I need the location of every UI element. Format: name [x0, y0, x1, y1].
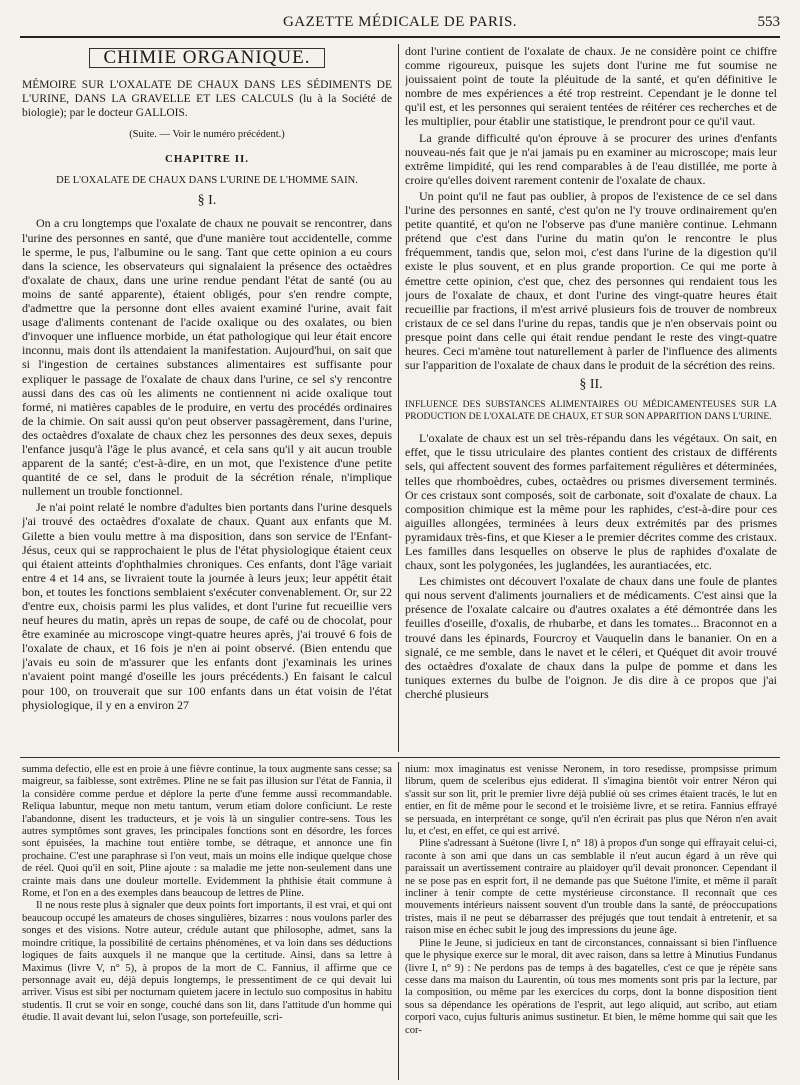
- suite-note: (Suite. — Voir le numéro précédent.): [129, 129, 285, 141]
- section-mark-2: § II.: [579, 377, 603, 393]
- chapter-heading: CHAPITRE II.: [164, 153, 250, 166]
- paragraph: La grande difficulté qu'on éprouve à se procurer des urines d'enfants nouveau-nés fait que je n'ai jamais pu en examiner au microscope; mais leur extrême limpidité, qui les rend comparables à de l'eau distillée, me porte à croire qu'elles doivent rarement contenir de l'oxalate de chaux.: [405, 130, 777, 187]
- paragraph: summa defectio, elle est en proie à une fièvre continue, la toux augmente sans cesse; sa maigreur, sa faiblesse, sont extrêmes. Pline ne se fait pas illusion sur l'état de Fannia, il la considère comme perdue et déplore la perte d'une femme aussi recommandable. Reliqua labuntur, meque non metu tantum, verum etiam dolore conficiunt. Le reste l'abandonne, disent les traducteurs, et je vois là un singulier contre-sens. Tous les autres symptômes sont graves, les principales fonctions sont en désordre, les forces sont épuisées, la machine tout entière tombe, se détraque, et annonce une fin prochaine. C'est une paraphrase si l'on veut, mais un moins elle indique quelque chose de réel. Quoi qu'il en soit, Pline ajoute : sa maladie me jette non-seulement dans une crainte mais dans une douleur mortelle. Evidemment la phthisie était commune à Rome, et l'on en a des exemples dans beaucoup de lettres de Pline.: [22, 764, 392, 900]
- right-column: [405, 44, 777, 752]
- paragraph: L'oxalate de chaux est un sel très-répandu dans les végétaux. On sait, en effet, que le tissu utriculaire des plantes contient des cristaux de différents sels, qui affectent souvent des formes parfaitement régulières et déterminées, telles que rhomboèdres, cubes, octaèdres ou prismes diversement terminés. Or ces cristaux sont composés, soit de carbonate, soit d'oxalate de chaux. La composition chimique est la même pour les raphides, c'est-à-dire pour ces aiguilles allongées, terminées à leurs deux extrémités par des prismes pyramidaux très-fins, et que Kieser a le premier décrites comme des cristaux. Les familles dans lesquelles on observe le plus de raphides d'oxalate de chaux, sont les polygonées, les juglandées, les aurantiacées, etc.: [405, 431, 777, 573]
- paragraph: Les chimistes ont découvert l'oxalate de chaux dans une foule de plantes qui nous servent d'aliments journaliers et de médicaments. C'est ainsi que la présence de l'oxalate calcaire ou d'autres oxalates a été démontrée dans les feuilles d'oseille, d'oxalis, de rhubarbe, et dans les tomates... Braconnot en a trouvé dans les épinards, Fourcroy et Vauquelin dans le bananier. On en a signalé, ce me semble, dans le navet et le céleri, et Quéquet dit avoir trouvé des octaèdres d'oxalate de chaux dans la pulpe de pomme et dans les tuniques externes du bulbe de l'oignon. Je dis dire à ce propos que j'ai cherché plusieurs: [405, 574, 777, 701]
- paragraph: Il ne nous reste plus à signaler que deux points fort importants, il est vrai, et qui ont beaucoup occupé les amateurs de choses singulières, bizarres : nous voulons parler des songes et des visions. Notre auteur, crédule autant que philosophe, admet, sans la moindre critique, la possibilité de certains phénomènes, et va loin dans ses déductions logiques de faits auxquels il ne manque que la certitude. Ainsi, dans sa lettre à Maximus (livre V, n° 5), à propos de la mort de C. Fannius, il affirme que ce personnage avait eu, déjà depuis longtemps, le pressentiment de ce qui devait lui arriver. Visus est sibi per nocturnam quietem jacere in lectulo suo compositus in habitu studentis. Il crut se voir en songe, couché dans son lit, dans l'attitude d'un homme qui étudie. Il avait devant lui, selon l'usage, son portefeuille, scri-: [22, 900, 392, 1024]
- journal-title: GAZETTE MÉDICALE DE PARIS.: [282, 14, 518, 30]
- paragraph: dont l'urine contient de l'oxalate de chaux. Je ne considère point ce chiffre comme rigoureux, puisque les sujets dont l'urine me fut soumise ne jouissaient point de toute la pléuitude de la santé, et qu'en définitive le nombre de mes expériences a été trop restreint. Cependant je le donne tel qu'il est, et les personnes qui seraient tentées de réitérer ces recherches et de les multiplier, pour établir une statistique, le prendront pour ce qu'il vaut.: [405, 44, 777, 129]
- paragraph: Je n'ai point relaté le nombre d'adultes bien portants dans l'urine desquels j'ai trouvé des octaèdres d'oxalate de chaux. Quant aux enfants que M. Gilette a bien voulu mettre à ma disposition, dans son service de l'Enfant-Jésus, ceux qui se rapprochaient le plus de l'état physiologique étaient ceux qui étaient atteints d'ophthalmies chroniques. Ces enfants, dont l'âge variait entre 4 et 14 ans, se livraient toute la journée à leurs jeux; leur appétit était bon, et toutes les fonctions semblaient s'exécuter convenablement. Or, sur 22 d'entre eux, choisis parmi les plus valides, et dont l'urine fut recueillie vers neuf heures du matin, après un repas de soupe, de café ou de chocolat, pour être examinée au microscope vingt-quatre heures après, j'ai trouvé 6 fois de l'oxalate de chaux, et 16 fois je n'en ai point observé. (Bien entendu que j'avais eu soin de m'assurer que les enfants dont j'examinais les urines n'avaient point mangé d'oseille les jours précédents.) En faisant le calcul pour 100, on trouverait que sur 100 enfants dans un état voisin de l'état physiologique, il y en a environ 27: [22, 500, 392, 712]
- paragraph: nium: mox imaginatus est venisse Neronem, in toro resedisse, prompsisse primum librum, quem de sceleribus ejus ediderat. Il s'imagina bientôt voir entrer Néron qui s'assit sur son lit, prit le premier livre déjà publié où ses crimes étaient tracés, le lut en entier, en fit de même pour le second et le troisième livre, et se retira. Fannius effrayé se persuada, en interprétant ce songe, qu'il n'en écrirait pas plus que Néron n'en avait lu, et c'est, en effet, ce qui est arrivé.: [405, 764, 777, 838]
- paragraph: Pline s'adressant à Suétone (livre I, n° 18) à propos d'un songe qui effrayait celui-ci, raconte à son ami que dans un cas semblable il n'eut aucun égard à un rêve qui paraissait un avertissement contraire au plaidoyer qu'il devait prononcer. Cependant il ne se pose pas en esprit fort, il ne demande pas que Suétone l'imite, et même il paraît incliner à tenir compte de cette mystérieuse circonstance. Il reconnaît que ces mouvements intérieurs naissent souvent d'un trouble dans la santé, de préoccupations tristes, mais il ne peut se débarrasser des préjugés que tout tendait à entretenir, et sa raison mise en échec subit le joug des impressions du jeune âge.: [405, 838, 777, 937]
- section-mark-1: § I.: [197, 193, 217, 209]
- paragraph: Pline le Jeune, si judicieux en tant de circonstances, connaissant si bien l'influence que le physique exerce sur le moral, dit avec raison, dans sa lettre à Minutius Fundanus (livre I, n° 9) : Ne perdons pas de temps à des bagatelles, c'est ce que je répète sans cesse dans ma maison du Laurentin, où tous mes moments sont pris par la lecture, par la composition, ou même par les exercices du corps, dont la bonne disposition tient sous sa dépendance les opérations de l'esprit, aut lego aliquid, aut scribo, aut etiam corpori vaco, cujus fulturis animus sustinetur. Et bien, le même homme qui sait que les cor-: [405, 937, 777, 1036]
- feuilleton-right-column: [405, 764, 777, 1082]
- chapter-subtitle: DE L'OXALATE DE CHAUX DANS L'URINE DE L'HOMME SAIN.: [56, 175, 358, 187]
- paragraph: On a cru longtemps que l'oxalate de chaux ne pouvait se rencontrer, dans l'urine des personnes en santé, que d'une manière tout accidentelle, comme le sperme, le pus, l'albumine ou le sang. Tant que cette opinion a eu cours dans la science, les observateurs qui signalaient la présence des octaèdres d'oxalate de chaux, dans une urine rendue pendant l'état de santé (ou au moins de santé apparente), étaient obligés, pour s'en rendre compte, d'admettre que la personne dont elles avaient examiné l'urine, avait fait usage d'aliments contenant de l'acide oxalique ou des oxalates, ou bien d'invoquer une influence morbide, un état pathologique qui leur était encore inconnu, mais dont ils attendaient la manifestation. Aujourd'hui, on sait que si l'ingestion de certaines substances alimentaires est suffisante pour expliquer le passage de l'oxalate de chaux dans l'urine, ce sel s'y rencontre aussi dans des cas où les aliments ne contiennent ni acide oxalique tout formé, ni matières capables de le produire, en vertu des procédés ordinaires de la chimie. On sait aussi qu'on peut observer passagèrement, dans l'urine, des octaèdres d'oxalate de chaux chez les personnes des deux sexes, depuis l'enfance jusqu'à l'âge le plus avancé, et cela sans qu'il y ait aucun trouble apparent de la santé; c'est-à-dire, en un mot, que l'existence d'une petite quantité de ce sel, dans le produit de la sécrétion rénale, n'implique nullement un trouble fonctionnel.: [22, 216, 392, 499]
- paragraph: Un point qu'il ne faut pas oublier, à propos de l'existence de ce sel dans l'urine des personnes en santé, c'est qu'on ne l'y trouve ordinairement qu'en petite quantité, et qu'on ne l'observe pas d'une manière continue. Lehmann prétend que c'est dans l'urine du matin qu'on le rencontre le plus fréquemment, tandis que, selon moi, c'est dans l'urine de la digestion qu'il existe le plus souvent, et en plus grande proportion. Ce qui me porte à émettre cette opinion, c'est que, chez des personnes qui rendaient tous les jours de l'oxalate de chaux, et dont l'urine des vingt-quatre heures était recueillie par fractions, il m'est arrivé plusieurs fois de trouver de nombreux cristaux de ce sel dans l'urine du repas, tandis que je n'en observais point ou presque point dans celle qui était rendue pendant le reste des vingt-quatre heures. Ceci m'amène tout naturellement à parler de l'influence des aliments sur l'apparition de l'oxalate de chaux dans le produit de la sécrétion des reins.: [405, 188, 777, 373]
- page-number: 553: [757, 14, 780, 30]
- column-divider: [398, 44, 399, 752]
- footer-column-divider: [398, 762, 399, 1080]
- memoire-heading: MÉMOIRE SUR L'OXALATE DE CHAUX DANS LES SÉDIMENTS DE L'URINE, DANS LA GRAVELLE ET LES CALCULS (lu à la Société de biologie); par le docteur GALLOIS.: [22, 79, 392, 120]
- section-title: CHIMIE ORGANIQUE.: [89, 48, 326, 68]
- feuilleton-rule: [20, 757, 780, 758]
- influence-heading: INFLUENCE DES SUBSTANCES ALIMENTAIRES OU MÉDICAMENTEUSES SUR LA PRODUCTION DE L'OXALATE DE CHAUX, ET SUR SON APPARITION DANS L'URINE.: [405, 400, 777, 422]
- page-header: [20, 14, 780, 40]
- left-column: [22, 44, 392, 752]
- feuilleton-left-column: [22, 764, 392, 1082]
- header-rule: [20, 36, 780, 38]
- section-title-box: [22, 48, 392, 68]
